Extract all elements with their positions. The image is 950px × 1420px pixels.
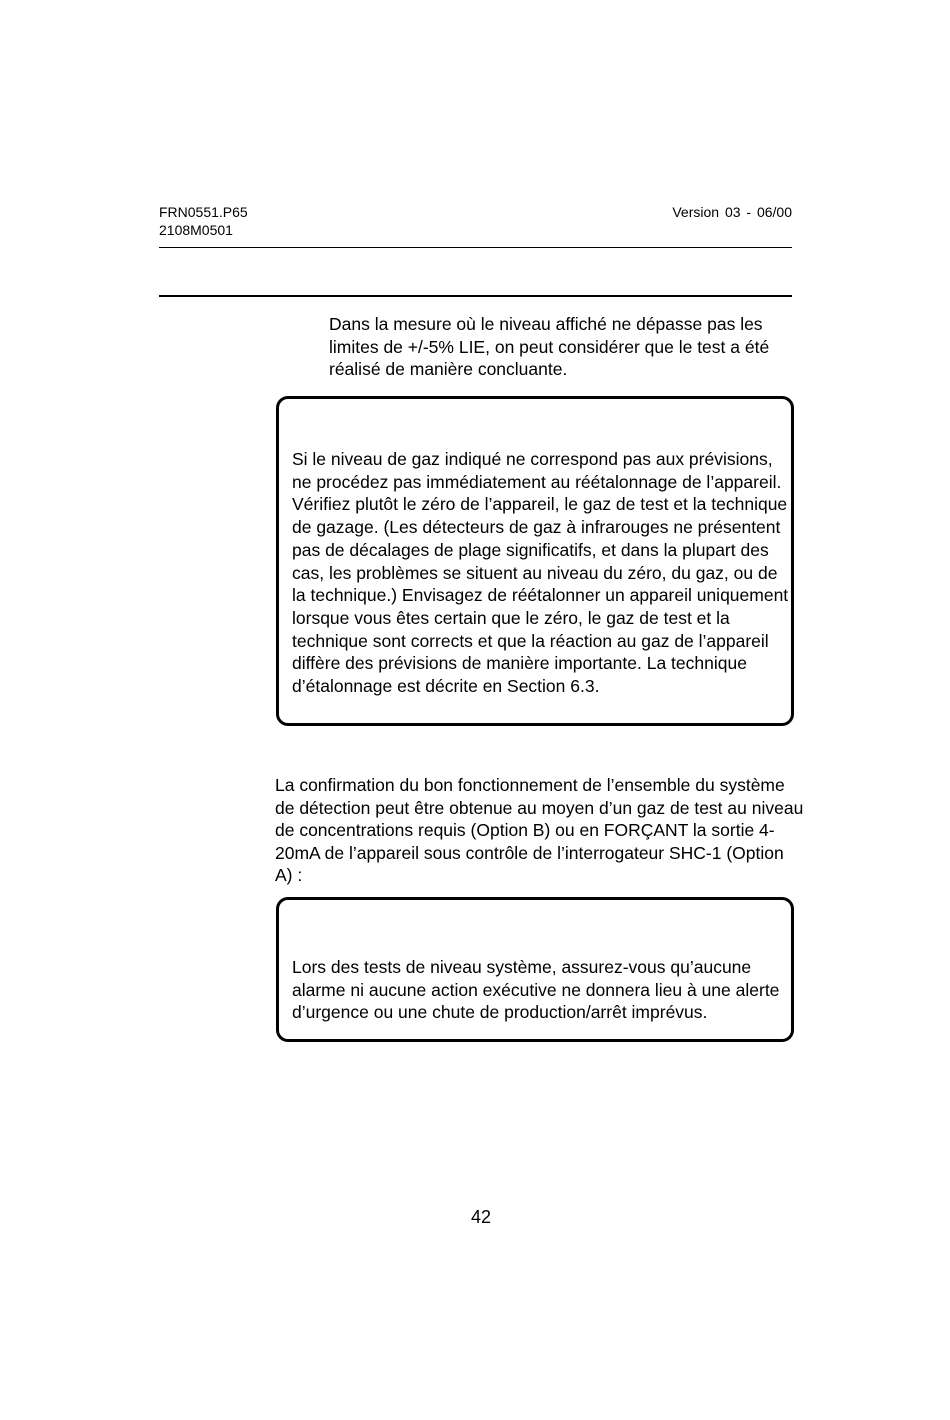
system-check-paragraph: La confirmation du bon fonctionnement de l’ensemble du système de détection peut être obtenue au moyen d’un gaz de test au niveau de concentrations requis (Option B) ou en FORÇANT la sortie 4-20mA de l’appareil sous contrôle de l’interrogateur SHC-1 (Option A) : [275,775,804,886]
intro-paragraph: Dans la mesure où le niveau affiché ne dépasse pas les limites de +/-5% LIE, on peut considérer que le test a été réalisé de manière concluante. [329,314,770,380]
calibration-note-text: Si le niveau de gaz indiqué ne correspond pas aux prévisions, ne procédez pas immédiatement au réétalonnage de l’appareil. Vérifiez plutôt le zéro de l’appareil, le gaz de test et la technique de gazage. (Les détecteurs de gaz à infrarouges ne présentent pas de décalages de plage significatifs, et dans la plupart des cas, les problèmes se situent au niveau du zéro, du gaz, ou de la technique.) Envisagez de réétalonner un appareil uniquement lorsque vous êtes certain que le zéro, le gaz de test et la technique sont corrects et que la réaction au gaz de l’appareil diffère des prévisions de manière importante. La technique d’étalonnage est décrite en Section 6.3. [292,449,789,697]
document-version: Version 03 - 06/00 [672,204,792,220]
document-header-codes [159,203,248,239]
calibration-note-box [276,396,794,726]
document-reference-code: 2108M0501 [159,222,233,238]
section-divider [159,295,792,297]
system-test-warning-box [276,897,794,1042]
system-test-warning-text: Lors des tests de niveau système, assurez-vous qu’aucune alarme ni aucune action exécutive ne donnera lieu à une alerte d’urgence ou une chute de production/arrêt imprévus. [292,957,780,1023]
document-file-code: FRN0551.P65 [159,204,248,220]
page-number: 42 [470,1207,492,1227]
header-divider [159,247,792,248]
